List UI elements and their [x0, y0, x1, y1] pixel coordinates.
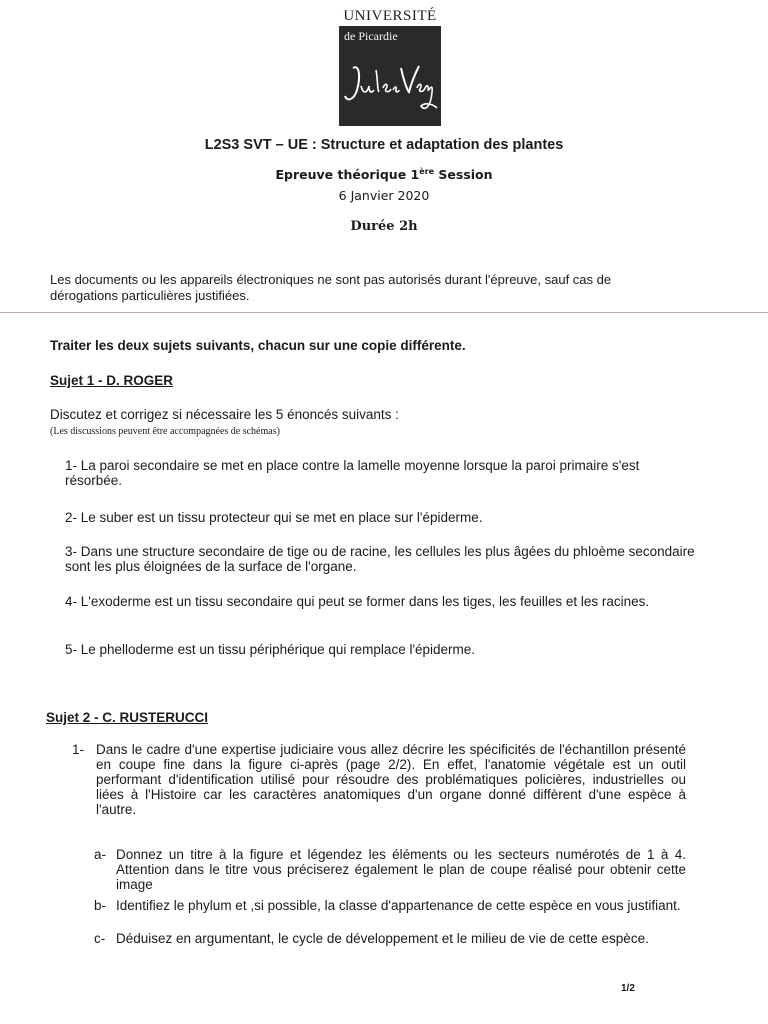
signature-logo-icon: [339, 46, 441, 126]
subquestion-label: c-: [94, 931, 106, 946]
logo-university-text: UNIVERSITÉ: [343, 8, 437, 24]
instruction: Traiter les deux sujets suivants, chacun sur une copie différente.: [50, 338, 466, 353]
rules-notice: Les documents ou les appareils électroniques ne sont pas autorisés durant l'épreuve, sauf cas de dérogations particulières justifiées.: [50, 272, 612, 303]
exam-title: L2S3 SVT – UE : Structure et adaptation des plantes: [204, 137, 564, 153]
sujet1-intro: Discutez et corrigez si nécessaire les 5 énoncés suivants :: [50, 407, 399, 422]
exam-session: Epreuve théorique 1ère Session: [275, 167, 493, 183]
logo-subtitle: de Picardie: [344, 29, 398, 43]
sujet1-item: 3- Dans une structure secondaire de tige ou de racine, les cellules les plus âgées du phloème secondaire sont les plus éloignées de la surface de l'organe.: [65, 544, 695, 574]
sujet1-item: 2- Le suber est un tissu protecteur qui se met en place sur l'épiderme.: [65, 510, 483, 525]
exam-date: 6 Janvier 2020: [338, 188, 430, 203]
subquestion-text: Déduisez en argumentant, le cycle de développement et le milieu de vie de cette espèce.: [116, 931, 649, 946]
sujet1-heading: Sujet 1 - D. ROGER: [50, 373, 174, 388]
subquestion-text: Donnez un titre à la figure et légendez les éléments ou les secteurs numérotés de 1 à 4. Attention dans le titre vous préciserez également le plan de coupe réalisé pour obtenir cette image: [116, 847, 686, 892]
sujet1-item: 4- L'exoderme est un tissu secondaire qui peut se former dans les tiges, les feuilles et les racines.: [65, 594, 650, 609]
university-logo: [338, 8, 442, 126]
page-number: 1/2: [621, 983, 635, 994]
subquestion-label: a-: [94, 847, 107, 862]
subquestion-text: Identifiez le phylum et ,si possible, la classe d'appartenance de cette espèce en vous justifiant.: [116, 898, 681, 913]
sujet1-item: 5- Le phelloderme est un tissu périphérique qui remplace l'épiderme.: [65, 642, 476, 657]
sujet2-heading: Sujet 2 - C. RUSTERUCCI: [46, 710, 209, 725]
sujet1-item: 1- La paroi secondaire se met en place contre la lamelle moyenne lorsque la paroi primaire s'est résorbée.: [65, 458, 640, 488]
subquestion-label: b-: [94, 898, 107, 913]
exam-duration: Durée 2h: [350, 219, 418, 234]
logo-box: [339, 26, 441, 126]
sujet1-note: (Les discussions peuvent être accompagnées de schémas): [50, 426, 280, 437]
question-text: Dans le cadre d'une expertise judiciaire vous allez décrire les spécificités de l'échantillon présenté en coupe fine dans la figure ci-après (page 2/2). En effet, l'anatomie végétale est un outil performant d'identification utilisé pour résoudre des problématiques policières, industrielles ou liées à l'Histoire car les caractères anatomiques d'un organe donné diffèrent d'une espèce à l'autre.: [96, 742, 686, 817]
divider: [0, 312, 768, 313]
question-number: 1-: [72, 742, 85, 757]
